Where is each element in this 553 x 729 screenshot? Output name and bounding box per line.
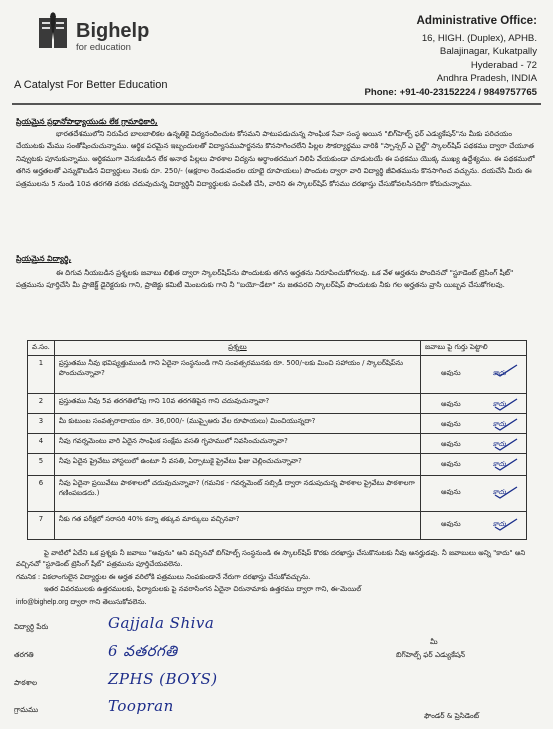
row-number: 2 xyxy=(28,394,55,414)
table-row xyxy=(28,454,527,476)
checkmark-icon xyxy=(492,518,520,532)
brand-name: Bighelp xyxy=(76,20,150,42)
eligibility-note: పై వాటిలో ఏదేని ఒక ప్రశ్నకు నీ జవాబు "అవును" అని వచ్చినచో బిగ్‌హెల్ప్ సంస్థనుండి ఈ స్కాలర్‌షిప్ కొరకు దరఖాస్తు చేసుకొనుటకు నీవు అనర్హుడవు. నీ జవాబులు అన్ని "కాదు" అని వచ్చినచో "స్టూడెంట్ ట్రెసింగ్ షీట్" పత్రమును పూర్తిచేయవలెను. xyxy=(16,549,526,569)
class-label: తరగతి xyxy=(14,650,34,659)
answer-no: కాదు xyxy=(492,369,506,377)
question-text: నీవు ఏదైన ప్రైవేటు హాస్టలులో ఉంటూ నీ వసతి, ఏర్పాటుకై ప్రైవేటు ఫీజు చెల్లించుచున్నావా? xyxy=(54,454,420,476)
row-number: 6 xyxy=(28,476,55,512)
header-divider xyxy=(12,103,541,105)
row-number: 7 xyxy=(28,512,55,540)
checkmark-icon xyxy=(492,418,520,432)
col-header-serial: వ.సం. xyxy=(28,341,55,356)
office-phone: Phone: +91-40-23152224 / 9849757765 xyxy=(364,86,537,98)
answer-cell[interactable] xyxy=(421,414,527,434)
village-value[interactable]: Toopran xyxy=(108,697,174,715)
disability-note: గమనిక : వికలాంగులైన విద్యార్థుల ఈ అర్హత వరిలోకి పత్రములు నింపకుండానే నేరుగా దరఖాస్తు చేసుకోవచ్చును. xyxy=(16,573,311,581)
checkmark-icon xyxy=(492,458,520,472)
answer-no: కాదు xyxy=(492,460,506,468)
book-pen-logo-icon xyxy=(36,12,70,52)
eligibility-table xyxy=(27,340,527,540)
question-text: ప్రస్తుతము నీవు భవిష్యత్తుముండి గాని ఏదైనా సంస్థనుండి గాని సంవత్సరమునకు రూ. 500/-లకు మించి సహాయం / స్కాలర్‌షిప్‌ను పొందుచున్నావా? xyxy=(54,356,420,394)
checkmark-icon xyxy=(492,438,520,452)
class-value[interactable]: 6 వతరగతి xyxy=(108,642,178,660)
answer-no: కాదు xyxy=(492,400,506,408)
office-title: Administrative Office: xyxy=(416,14,537,27)
table-row xyxy=(28,434,527,454)
question-text: నీవు గవర్నమెంటు వారి ఏదైన సాంఘిక సంక్షేమ వసతి గృహములో నివసించుచున్నావా? xyxy=(54,434,420,454)
col-header-questions: ప్రశ్నలు xyxy=(54,341,420,356)
answer-yes: అవును xyxy=(441,369,461,377)
table-row xyxy=(28,476,527,512)
answer-no: కాదు xyxy=(492,420,506,428)
checkmark-icon xyxy=(492,398,520,412)
question-text: నీకు గత పరీక్షలో సరాసరి 40% కన్నా తక్కువ మార్కులు వచ్చినవా? xyxy=(54,512,420,540)
answer-yes: అవును xyxy=(441,420,461,428)
checkmark-icon xyxy=(492,364,520,378)
intro-paragraph: భారతదేశములోని నిరుపేద బాలబాలికల ఉన్నతికై విద్యనందించుట కోసమని పాటుపడుచున్న సాంఘిక సేవా సంస్థ అయిన "బిగ్‌హెల్ప్ ఫర్ ఎడ్యుకేషన్"ను మీకు పరిచయం చేయుటకు మేము సంతోషించుచున్నాము. ఆర్థిక పరమైన ఇబ్బందులతో విద్యాసముపార్జనను కొనసాగించలేని పిల్లల సౌకర్యార్థము వారికి "స్పాన్సర్ ఎ చైల్డ్" స్కాలర్‌షిప్ పథకము ద్వారా చేయూత నివ్వుటకు పూనుకున్నాము. ఆర్థికముగా వెనుకబడిన లేక అనాథ పిల్లలు పాఠశాల విద్యను అర్థాంతరముగ నిలిపి వేయకుండా చూడుటయే ఈ పథకము యొక్క ముఖ్య ఉద్దేశ్యము. ఈ పథకములో తగిన అర్హతలతో ఎన్నుకొబడిన విద్యార్థులు నెలకు రూ. 250/- (అక్షరాల రెండువందల యాభై రూపాయలు) పొందుట ద్వారా వారి విద్యార్థి జీవితమును కొనసాగించ వచ్చును. దయచేసి మీరు ఈ పత్రములను 5 నుండి 10వ తరగతి వరకు చదువుచున్న విద్యార్థినీ విద్యార్థులకు పంపిణీ చేసి, వారిని ఈ స్కాలర్‌షిప్ కోసము దరఖాస్తు చేసుకోవలసినదిగా కోరుచున్నాము. xyxy=(16,129,535,188)
salutation-student: ప్రియమైన విద్యార్థి, xyxy=(16,254,72,263)
row-number: 1 xyxy=(28,356,55,394)
signature-role: ఫౌండర్ & ప్రెసిడెంట్ xyxy=(424,711,480,720)
brand-subtitle: for education xyxy=(76,42,131,53)
address-line: Balajinagar, Kukatpally xyxy=(439,46,537,58)
answer-cell[interactable] xyxy=(421,434,527,454)
office-address xyxy=(364,14,537,100)
signature-mee: మీ xyxy=(430,637,438,646)
table-row xyxy=(28,414,527,434)
contact-note: ఇతర వివరములకు ఉత్తరములకు, ఫిర్యాదులకు పై నవరాసింగన ఏదైనా చిరునామాకు ఉత్తరము ద్వారా గాని, ఈ-మెయిల్ xyxy=(44,585,362,593)
tagline: A Catalyst For Better Education xyxy=(14,79,168,91)
contact-email[interactable]: info@bighelp.org xyxy=(16,599,69,606)
answer-cell[interactable] xyxy=(421,512,527,540)
instructions-paragraph: ఈ దిగువ నీయబడిన ప్రశ్నలకు జవాబు లిఖిత ద్వారా స్కాలర్‌షిప్‌ను పొందుటకు తగిన అర్హతను నిరూపించుకోగలవు. ఒక వేళ అర్హతను పొందినచో "స్టూడెంట్ ట్రెసింగ్ షీట్" పత్రమును పూర్తిచేసి మీ ప్రాజెక్ట్ డైరెక్టరుకు గాని, ప్రాజెక్టు కమిటీ మెంబరుకు గాని నీ "బయో-డేటా" ను జతపరచి స్కాలర్‌షిప్ పొందుటకు నీకు గల అర్హతను వ్రాసి యిబ్బవ చేసుకోగలవు. xyxy=(16,268,514,290)
col-header-answer: జవాబు పై గుర్తు పెట్టాలి xyxy=(421,341,527,356)
row-number: 4 xyxy=(28,434,55,454)
school-value[interactable]: ZPHS (BOYS) xyxy=(108,670,218,688)
row-number: 3 xyxy=(28,414,55,434)
answer-cell[interactable] xyxy=(421,454,527,476)
question-text: నీవు ఏదైనా ప్రయివేటు పాఠశాలలో చదువుచున్నావా? (గమనిక - గవర్నమెంట్ సబ్సిడీ ద్వారా నడుపుచున్న పాఠశాల ప్రైవేటు పాఠశాలగా గణింపబడదు.) xyxy=(54,476,420,512)
answer-cell[interactable] xyxy=(421,476,527,512)
row-number: 5 xyxy=(28,454,55,476)
checkmark-icon xyxy=(492,486,520,500)
answer-yes: అవును xyxy=(441,520,461,528)
answer-cell[interactable] xyxy=(421,394,527,414)
table-header-row xyxy=(28,341,527,356)
contact-email-suffix: ద్వారా గాని తెలుసుకోవలెను. xyxy=(70,598,147,606)
answer-no: కాదు xyxy=(492,488,506,496)
answer-yes: అవును xyxy=(441,400,461,408)
school-label: పాఠశాల xyxy=(14,678,38,687)
answer-yes: అవును xyxy=(441,488,461,496)
table-row xyxy=(28,512,527,540)
table-row xyxy=(28,394,527,414)
question-text: మీ కుటుంబ సంవత్సరాదాయం రూ. 36,000/- (ముప్పైఆరు వేల రూపాయలు) మించియున్నదా? xyxy=(54,414,420,434)
answer-no: కాదు xyxy=(492,520,506,528)
address-line: 16, HIGH. (Duplex), APHB. xyxy=(421,32,537,44)
question-text: ప్రస్తుతము నీవు 5వ తరగతిలోపు గాని 10వ తరగతిపైన గాని చదువుచున్నావా? xyxy=(54,394,420,414)
student-name-label: విద్యార్థి పేరు xyxy=(14,622,49,631)
address-line: Hyderabad - 72 xyxy=(470,59,537,71)
village-label: గ్రామము xyxy=(14,705,39,714)
salutation-headmaster: ప్రియమైన ప్రధానోపాధ్యాయుడు లేక గ్రామాధికారి, xyxy=(16,117,158,126)
signature-org: బిగ్‌హెల్ప్ ఫర్ ఎడ్యుకేషన్ xyxy=(396,650,466,659)
contact-email-line xyxy=(16,597,539,608)
answer-cell[interactable] xyxy=(421,356,527,394)
answer-no: కాదు xyxy=(492,440,506,448)
address-line: Andhra Pradesh, INDIA xyxy=(436,73,537,85)
answer-yes: అవును xyxy=(441,460,461,468)
bighelp-logo xyxy=(36,12,176,58)
answer-yes: అవును xyxy=(441,440,461,448)
table-row xyxy=(28,356,527,394)
student-name-value[interactable]: Gajjala Shiva xyxy=(108,614,215,632)
